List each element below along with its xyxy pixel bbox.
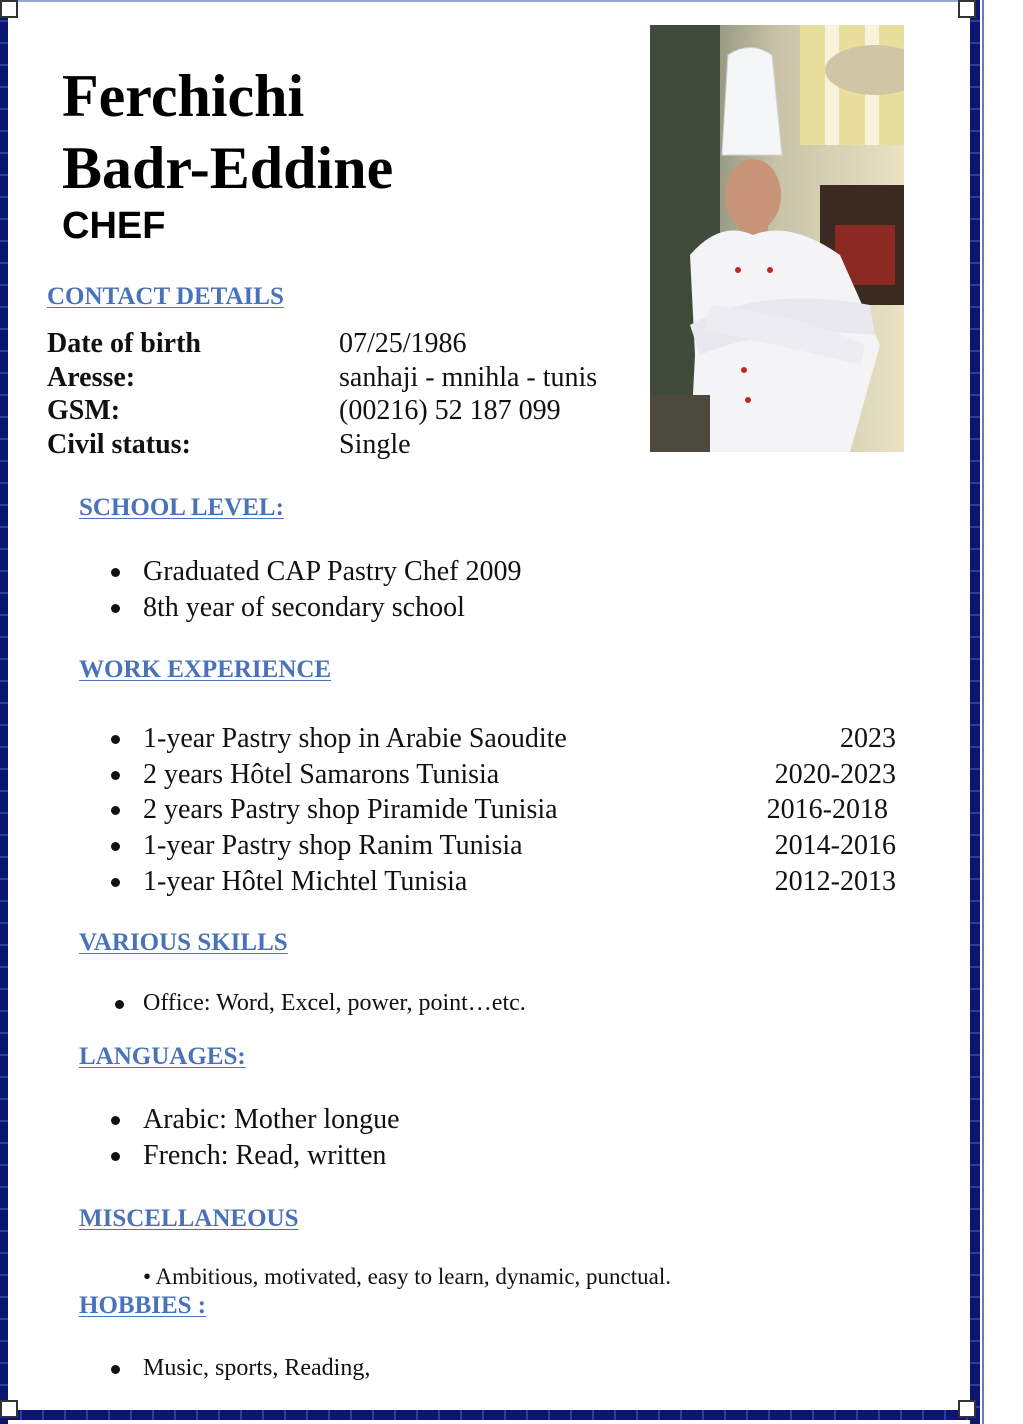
work-years: 2014-2016 bbox=[774, 830, 896, 862]
various-skills-heading: VARIOUS SKILLS bbox=[79, 929, 288, 956]
contact-label: GSM: bbox=[47, 395, 121, 426]
languages-list bbox=[111, 1102, 400, 1173]
work-experience-list bbox=[111, 721, 896, 900]
work-years: 2016-2018 bbox=[766, 794, 888, 826]
work-experience-heading: WORK EXPERIENCE bbox=[79, 656, 332, 683]
work-item bbox=[111, 757, 896, 793]
work-description: 2 years Pastry shop Piramide Tunisia bbox=[143, 794, 558, 826]
work-item bbox=[111, 721, 896, 757]
candidate-first-name: Badr-Eddine bbox=[62, 135, 394, 201]
work-years: 2023 bbox=[840, 723, 896, 754]
contact-label: Civil status: bbox=[47, 428, 191, 460]
list-item: Graduated CAP Pastry Chef 2009 bbox=[111, 554, 521, 590]
contact-value: 07/25/1986 bbox=[339, 328, 467, 359]
candidate-name bbox=[62, 60, 393, 204]
page-border-bottom bbox=[0, 1410, 980, 1420]
contact-value: (00216) 52 187 099 bbox=[339, 395, 561, 426]
school-level-heading: SCHOOL LEVEL: bbox=[79, 494, 284, 521]
work-description: 2 years Hôtel Samarons Tunisia bbox=[143, 758, 500, 790]
chef-portrait-photo bbox=[650, 25, 904, 452]
hobbies-heading: HOBBIES : bbox=[79, 1292, 207, 1319]
page-border-right bbox=[970, 0, 980, 1424]
candidate-last-name: Ferchichi bbox=[62, 63, 305, 129]
border-corner-bottom-right bbox=[958, 1400, 976, 1418]
contact-row bbox=[47, 361, 597, 395]
job-title: CHEF bbox=[62, 205, 166, 247]
list-item: Arabic: Mother longue bbox=[111, 1102, 400, 1138]
contact-row bbox=[47, 327, 597, 361]
work-years: 2012-2013 bbox=[774, 865, 896, 897]
work-item bbox=[111, 864, 896, 900]
contact-row bbox=[47, 394, 597, 428]
work-item bbox=[111, 828, 896, 864]
list-item: French: Read, written bbox=[111, 1138, 400, 1174]
contact-row bbox=[47, 428, 597, 462]
border-corner-bottom-left bbox=[0, 1400, 18, 1418]
miscellaneous-heading: MISCELLANEOUS bbox=[79, 1205, 299, 1232]
page-border-right-outer bbox=[982, 0, 984, 1424]
hobbies-list bbox=[111, 1353, 370, 1383]
border-corner-top-left bbox=[0, 0, 18, 18]
list-item: Music, sports, Reading, bbox=[111, 1353, 370, 1383]
work-description: 1-year Hôtel Michtel Tunisia bbox=[143, 865, 468, 897]
contact-value: sanhaji - mnihla - tunis bbox=[339, 361, 598, 393]
work-item bbox=[111, 792, 896, 828]
contact-label: Date of birth bbox=[47, 328, 201, 359]
contact-label: Aresse: bbox=[47, 361, 136, 393]
contact-details-table bbox=[47, 327, 597, 461]
page-border-top bbox=[0, 0, 980, 2]
miscellaneous-text: • Ambitious, motivated, easy to learn, dynamic, punctual. bbox=[143, 1264, 672, 1289]
page-border-left bbox=[0, 0, 8, 1424]
list-item: Office: Word, Excel, power, point…etc. bbox=[115, 988, 526, 1018]
work-description: 1-year Pastry shop in Arabie Saoudite bbox=[143, 723, 567, 754]
languages-heading: LANGUAGES: bbox=[79, 1043, 246, 1070]
work-description: 1-year Pastry shop Ranim Tunisia bbox=[143, 830, 523, 862]
list-item: 8th year of secondary school bbox=[111, 590, 521, 626]
school-level-list bbox=[111, 554, 521, 625]
border-corner-top-right bbox=[958, 0, 976, 18]
contact-details-heading: CONTACT DETAILS bbox=[47, 283, 284, 310]
contact-value: Single bbox=[339, 428, 411, 460]
various-skills-list bbox=[115, 988, 526, 1018]
work-years: 2020-2023 bbox=[774, 758, 896, 790]
